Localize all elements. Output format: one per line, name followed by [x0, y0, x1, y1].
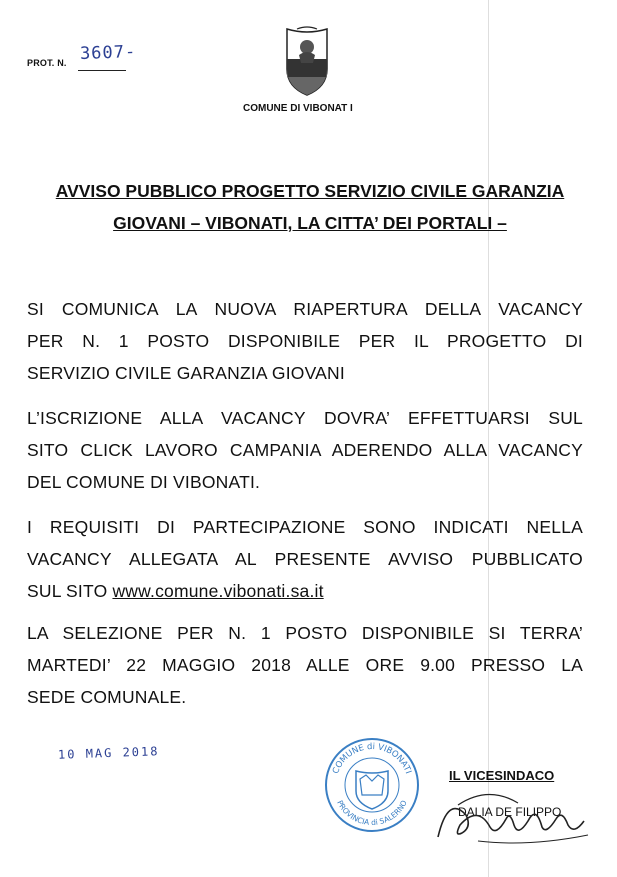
text-line: PER N. 1 POSTO DISPONIBILE PER IL PROGETTO DI: [27, 331, 583, 351]
comune-name: COMUNE DI VIBONAT I: [243, 103, 353, 114]
handwritten-signature: [418, 775, 598, 855]
text-line: [27, 575, 583, 607]
protocol-number-stamp: 3607-: [79, 42, 137, 64]
vice-mayor-title: IL VICESINDACO: [449, 768, 555, 783]
protocol-underline: [78, 70, 126, 71]
text-line: MARTEDI’ 22 MAGGIO 2018 ALLE ORE 9.00 PRESSO LA: [27, 655, 583, 675]
text-line: L’ISCRIZIONE ALLA VACANCY DOVRA’ EFFETTUARSI SUL: [27, 408, 583, 428]
signer-name: DALIA DE FILIPPO: [458, 805, 562, 819]
notice-title: [30, 175, 590, 239]
seal-bottom-text: PROVINCIA di SALERNO: [335, 798, 409, 828]
title-line: GIOVANI – VIBONATI, LA CITTA’ DEI PORTALI –: [113, 213, 507, 233]
paragraph-selection: [27, 617, 583, 713]
text-line: SEDE COMUNALE.: [27, 687, 187, 707]
text-line: VACANCY ALLEGATA AL PRESENTE AVVISO PUBBLICATO: [27, 549, 583, 569]
date-stamp: 10 MAG 2018: [57, 744, 160, 762]
paragraph-requirements: [27, 511, 583, 607]
municipal-crest-icon: [271, 25, 343, 102]
title-line: AVVISO PUBBLICO PROGETTO SERVIZIO CIVILE GARANZIA: [55, 181, 565, 201]
svg-text:COMUNE di VIBONATI: [331, 742, 413, 775]
paragraph-reopening: [27, 293, 583, 389]
protocol-label: PROT. N.: [27, 58, 67, 68]
paragraph-registration: [27, 402, 583, 498]
text-line: SITO CLICK LAVORO CAMPANIA ADERENDO ALLA VACANCY: [27, 440, 583, 460]
text-line: LA SELEZIONE PER N. 1 POSTO DISPONIBILE SI TERRA’: [27, 623, 583, 643]
municipal-seal-stamp: [322, 735, 422, 840]
text-line: SERVIZIO CIVILE GARANZIA GIOVANI: [27, 363, 345, 383]
text-line: DEL COMUNE DI VIBONATI.: [27, 472, 261, 492]
text-line: I REQUISITI DI PARTECIPAZIONE SONO INDICATI NELLA: [27, 517, 583, 537]
website-link[interactable]: www.comune.vibonati.sa.it: [112, 581, 324, 601]
text-prefix: SUL SITO: [27, 581, 113, 601]
text-line: SI COMUNICA LA NUOVA RIAPERTURA DELLA VACANCY: [27, 299, 583, 319]
seal-top-text: COMUNE di VIBONATI: [331, 741, 413, 776]
